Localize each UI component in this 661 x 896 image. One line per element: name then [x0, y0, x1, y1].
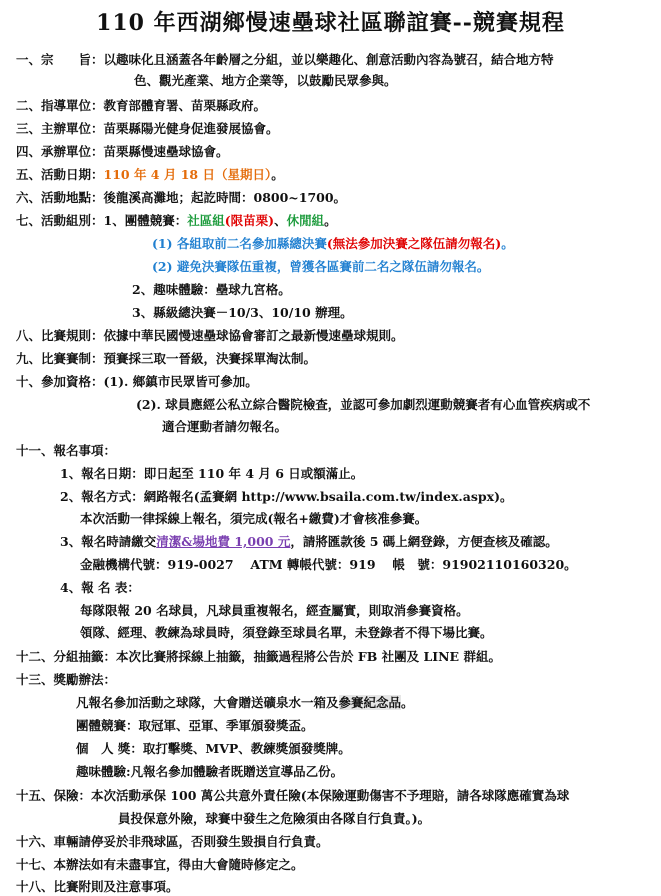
registration-form-heading: 4、報 名 表： [60, 580, 140, 595]
event-date-end: 。 [271, 167, 284, 182]
individual-awards: 個 人 獎：取打擊獎、MVP、教練獎頒發獎牌。 [76, 741, 351, 756]
note-1-end: 。 [501, 236, 514, 251]
registration-method: 2、報名方式：網路報名(孟賽網 http://www.bsaila.com.tw/index.aspx)。 [60, 489, 513, 504]
parking-note: 十六、車輛請停妥於非飛球區，否則發生毀損自行負責。 [16, 834, 329, 849]
groups-end: 。 [324, 213, 337, 228]
registration-online-note: 本次活動一律採線上報名，須完成(報名+繳費)才會核准參賽。 [80, 511, 428, 526]
event-location: 六、活動地點：後龍溪高灘地；起訖時間：0800~1700。 [16, 190, 347, 205]
eligibility-2: (2). 球員應經公私立綜合醫院檢查，並認可參加劇烈運動競賽者有心血管疾病或不 [136, 397, 591, 412]
awards-heading: 十三、獎勵辦法： [16, 672, 117, 687]
organizer-unit: 三、主辦單位：苗栗縣陽光健身促進發展協會。 [16, 121, 279, 136]
eligibility-3: 適合運動者請勿報名。 [162, 419, 288, 434]
registration-form-rule-1: 每隊限報 20 名球員，凡球員重複報名，經查屬實，則取消參賽資格。 [80, 603, 469, 618]
fee-amount: 清潔&場地費 1,000 元 [156, 534, 291, 549]
community-group: 社區組 [187, 213, 225, 228]
fee-label: 3、報名時請繳交 [60, 534, 157, 549]
registration-heading: 十一、報名事項： [16, 443, 117, 458]
appendix-note: 十八、比賽附則及注意事項。 [16, 879, 179, 894]
groups-note-2: (2) 避免決賽隊伍重複，曾獲各區賽前二名之隊伍請勿報名。 [152, 259, 490, 274]
purpose-line-2: 色、觀光產業、地方企業等，以鼓勵民眾參與。 [134, 73, 397, 88]
note-1-text: (1) 各組取前二名參加縣總決賽 [152, 236, 327, 251]
souvenir: 參賽紀念品 [338, 695, 402, 710]
note-1-warning: (無法參加決賽之隊伍請勿報名) [326, 236, 502, 251]
groups-label: 七、活動組別：1、團體競賽： [16, 213, 188, 228]
event-date-label: 五、活動日期： [16, 167, 104, 182]
registration-form-rule-2: 領隊、經理、教練為球員時，須登錄至球員名單，未登錄者不得下場比賽。 [80, 625, 493, 640]
eligibility-1: 十、參加資格：(1). 鄉鎮市民眾皆可參加。 [16, 374, 258, 389]
insurance-line-1: 十五、保險：本次活動承保 100 萬公共意外責任險(本保險運動傷害不予理賠，請各球隊應確實為球 [16, 788, 570, 803]
county-final: 3、縣級總決賽－10/3、10/10 辦理。 [132, 305, 353, 320]
executing-unit: 四、承辦單位：苗栗縣慢速壘球協會。 [16, 144, 229, 159]
page-title: 110 年西湖鄉慢速壘球社區聯誼賽--競賽規程 [96, 10, 565, 36]
awards-gift [76, 694, 414, 712]
miaoli-only: (限苗栗) [224, 213, 275, 228]
amendment-note: 十七、本辦法如有未盡事宜，得由大會隨時修定之。 [16, 857, 304, 872]
groups-sep: 、 [274, 213, 287, 228]
awards-gift-end: 。 [401, 695, 414, 710]
guidance-unit: 二、指導單位：教育部體育署、苗栗縣政府。 [16, 98, 267, 113]
fee-note: ，請將匯款後 5 碼上網登錄，方便查核及確認。 [290, 534, 558, 549]
awards-gift-text: 凡報名參加活動之球隊，大會贈送礦泉水一箱及 [76, 695, 339, 710]
bank-account: 金融機構代號：919-0027 ATM 轉帳代號：919 帳 號：91902110160320。 [80, 557, 577, 572]
leisure-group: 休閒組 [286, 213, 325, 228]
registration-fee [60, 533, 558, 551]
registration-date: 1、報名日期：即日起至 110 年 4 月 6 日或額滿止。 [60, 466, 364, 481]
event-date [16, 166, 284, 184]
draw-info: 十二、分組抽籤：本次比賽將採線上抽籤，抽籤過程將公告於 FB 社團及 LINE 群組。 [16, 649, 501, 664]
fun-experience: 2、趣味體驗：壘球九宮格。 [132, 282, 291, 297]
game-format: 九、比賽賽制：預賽採三取一晉級，決賽採單淘汰制。 [16, 351, 317, 366]
groups-note-1 [152, 235, 514, 253]
insurance-line-2: 員投保意外險，球賽中發生之危險須由各隊自行負責。)。 [118, 811, 431, 826]
purpose-line-1: 一、宗 旨：以趣味化且涵蓋各年齡層之分組，並以樂趣化、創意活動內容為號召，結合地方特 [16, 52, 554, 67]
event-date-value: 110 年 4 月 18 日（星期日） [103, 167, 272, 182]
groups-line [16, 212, 337, 230]
team-awards: 團體競賽：取冠軍、亞軍、季軍頒發獎盃。 [76, 718, 314, 733]
game-rules: 八、比賽規則：依據中華民國慢速壘球協會審訂之最新慢速壘球規則。 [16, 328, 404, 343]
experience-awards: 趣味體驗:凡報名參加體驗者既贈送宣導品乙份。 [76, 764, 344, 779]
